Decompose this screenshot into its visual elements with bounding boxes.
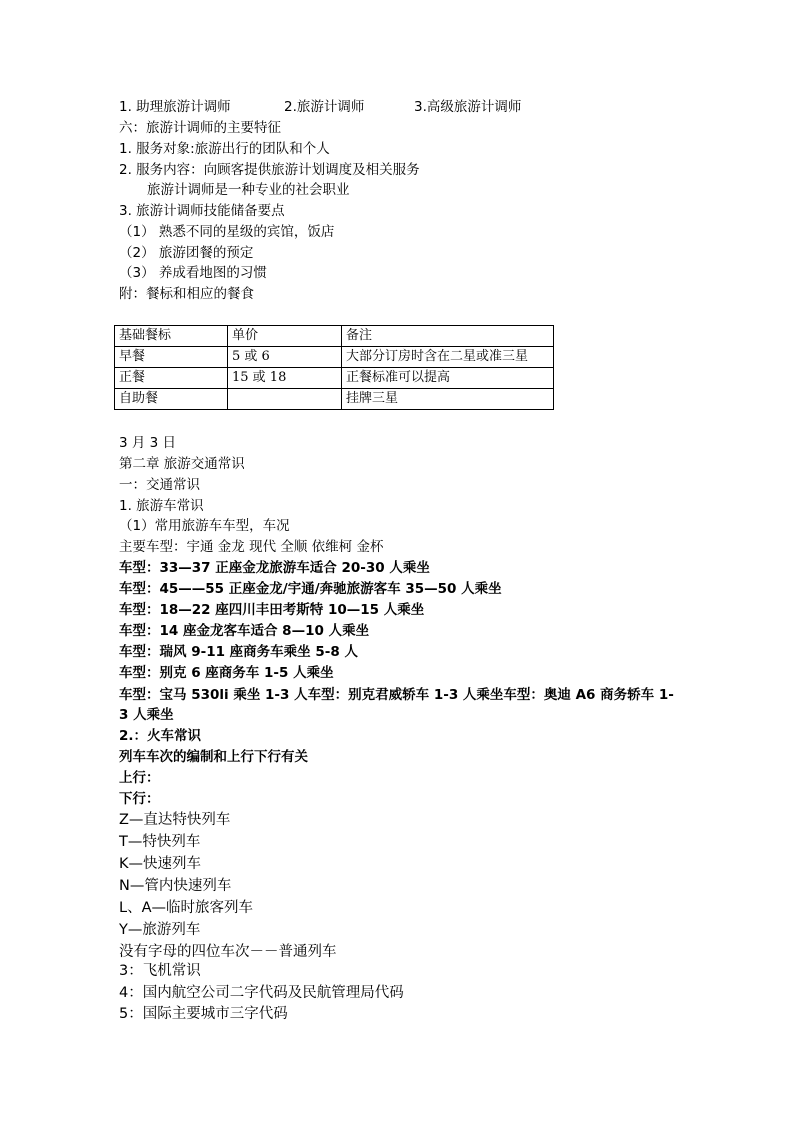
train-note: 列车车次的编制和上行下行有关: [119, 749, 308, 765]
bus-model: 车型：18—22 座四川丰田考斯特 10—15 人乘坐: [119, 602, 425, 618]
train-type: L、A—临时旅客列车: [119, 900, 253, 916]
table-cell: 大部分订房时含在二星或准三星: [342, 347, 554, 368]
bus-model: 车型：14 座金龙客车适合 8—10 人乘坐: [119, 623, 370, 639]
bus-model: 车型：45——55 正座金龙/宇通/奔驰旅游客车 35—50 人乘坐: [119, 581, 502, 597]
bus-brands: 主要车型：宇通 金龙 现代 全顺 依维柯 金杯: [119, 539, 384, 555]
feature-item: 旅游计调师是一种专业的社会职业: [147, 182, 350, 198]
table-cell: 5 或 6: [228, 347, 342, 368]
table-row: [115, 368, 554, 389]
up-label: 上行：: [119, 770, 160, 786]
train-type: T—特快列车: [119, 834, 201, 850]
table-cell: 早餐: [115, 347, 228, 368]
table-header-cell: 备注: [342, 326, 554, 347]
level-item: 3.高级旅游计调师: [414, 99, 522, 115]
bus-model: 车型：33—37 正座金龙旅游车适合 20-30 人乘坐: [119, 560, 430, 576]
level-list: [119, 97, 679, 117]
level-item: 2.旅游计调师: [284, 99, 365, 115]
feature-item: 3. 旅游计调师技能储备要点: [119, 203, 285, 219]
feature-item: 2. 服务内容：向顾客提供旅游计划调度及相关服务: [119, 162, 420, 178]
subsection-heading: 2.：火车常识: [119, 728, 202, 744]
table-cell: 正餐: [115, 368, 228, 389]
table-header-cell: 基础餐标: [115, 326, 228, 347]
table-cell: [228, 389, 342, 410]
train-type: Y—旅游列车: [119, 922, 201, 938]
train-type: K—快速列车: [119, 856, 202, 872]
table-cell: 挂牌三星: [342, 389, 554, 410]
appendix-title: 附：餐标和相应的餐食: [119, 286, 254, 302]
train-type: 没有字母的四位车次－－普通列车: [119, 944, 337, 960]
subsection-item: （1）常用旅游车车型，车况: [119, 518, 290, 534]
table-cell: 正餐标准可以提高: [342, 368, 554, 389]
table-header-cell: 单价: [228, 326, 342, 347]
table-cell: 15 或 18: [228, 368, 342, 389]
feature-item: 1. 服务对象:旅游出行的团队和个人: [119, 141, 330, 157]
skill-item: （2） 旅游团餐的预定: [119, 245, 254, 261]
table-row: [115, 347, 554, 368]
section-heading: 六：旅游计调师的主要特征: [119, 120, 281, 136]
meal-standard-table: [114, 325, 554, 410]
table-row: [115, 389, 554, 410]
footer-item: 3：飞机常识: [119, 963, 201, 979]
section-heading: 一：交通常识: [119, 477, 200, 493]
skill-item: （3） 养成看地图的习惯: [119, 265, 267, 281]
footer-item: 4：国内航空公司二字代码及民航管理局代码: [119, 985, 404, 1001]
bus-luxury-models: 车型：宝马 530li 乘坐 1-3 人车型：别克君威轿车 1-3 人乘坐车型：奥迪 A6 商务轿车 1-3 人乘坐: [119, 687, 674, 723]
bus-model: 车型：别克 6 座商务车 1-5 人乘坐: [119, 665, 334, 681]
skill-item: （1） 熟悉不同的星级的宾馆，饭店: [119, 224, 335, 240]
footer-item: 5：国际主要城市三字代码: [119, 1006, 288, 1022]
train-type: N—管内快速列车: [119, 878, 232, 894]
chapter-title: 第二章 旅游交通常识: [119, 456, 245, 472]
down-label: 下行：: [119, 791, 160, 807]
bus-model: 车型：瑞风 9-11 座商务车乘坐 5-8 人: [119, 644, 358, 660]
table-cell: 自助餐: [115, 389, 228, 410]
train-type: Z—直达特快列车: [119, 812, 231, 828]
date-label: 3 月 3 日: [119, 435, 177, 451]
table-header-row: [115, 326, 554, 347]
level-item: 1. 助理旅游计调师: [119, 99, 231, 115]
subsection-heading: 1. 旅游车常识: [119, 498, 204, 514]
